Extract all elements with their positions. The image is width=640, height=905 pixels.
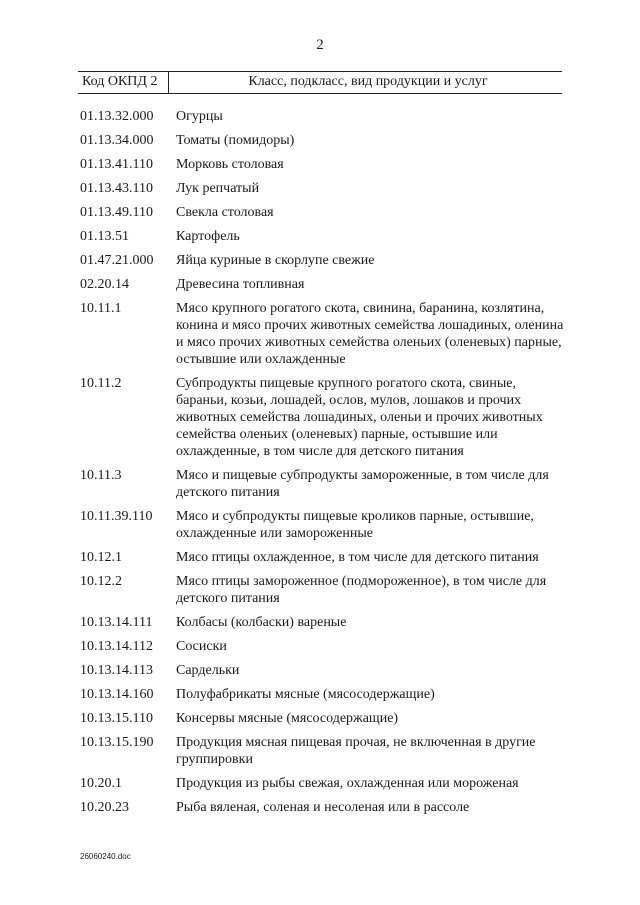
table-row: [80, 180, 566, 197]
table-row: [80, 775, 566, 792]
table-row: [80, 614, 566, 631]
row-name: Картофель: [176, 229, 240, 244]
row-name: Томаты (помидоры): [176, 133, 295, 148]
table-row: [80, 549, 566, 566]
row-name: Полуфабрикаты мясные (мясосодержащие): [176, 687, 435, 702]
row-name: Мясо птицы охлажденное, в том числе для детского питания: [176, 550, 539, 565]
table-row: [80, 276, 566, 293]
row-code: 02.20.14: [80, 277, 129, 292]
table-body: [80, 108, 566, 823]
page-number: 2: [316, 37, 324, 53]
row-code: 10.11.39.110: [80, 509, 153, 524]
table-row: [80, 108, 566, 125]
row-name: Древесина топливная: [176, 277, 305, 292]
row-code: 10.20.23: [80, 800, 129, 815]
table-row: [80, 252, 566, 269]
header-divider: [168, 72, 169, 93]
row-code: 01.13.32.000: [80, 109, 154, 124]
row-name: Рыба вяленая, соленая и несоленая или в рассоле: [176, 800, 470, 815]
table-row: [80, 710, 566, 727]
row-name: Мясо крупного рогатого скота, свинина, баранина, козлятина, конина и мясо прочих животных семейства лошадиных, оленина и мясо прочих животных семейства оленьих (оленевых) парные, остывшие или охлажденные: [176, 301, 564, 367]
table-row: [80, 638, 566, 655]
row-code: 01.13.51: [80, 229, 129, 244]
row-code: 10.11.1: [80, 301, 122, 316]
row-code: 10.13.14.111: [80, 615, 153, 630]
row-code: 10.13.14.112: [80, 639, 153, 654]
row-code: 10.12.2: [80, 574, 122, 589]
row-code: 01.13.49.110: [80, 205, 153, 220]
table-row: [80, 508, 566, 542]
row-name: Продукция из рыбы свежая, охлажденная или мороженая: [176, 776, 519, 791]
row-code: 10.13.14.113: [80, 663, 153, 678]
table-row: [80, 799, 566, 816]
row-code: 01.13.41.110: [80, 157, 153, 172]
row-name: Мясо птицы замороженное (подмороженное), в том числе для детского питания: [176, 574, 547, 606]
row-code: 10.13.15.190: [80, 735, 154, 750]
row-name: Продукция мясная пищевая прочая, не включенная в другие группировки: [176, 735, 536, 767]
row-code: 10.11.2: [80, 376, 122, 391]
header-name: Класс, подкласс, вид продукции и услуг: [248, 74, 488, 89]
table-row: [80, 204, 566, 221]
row-name: Сосиски: [176, 639, 227, 654]
table-header: [78, 71, 562, 94]
table-row: [80, 132, 566, 149]
row-code: 01.13.43.110: [80, 181, 153, 196]
table-row: [80, 662, 566, 679]
row-code: 10.11.3: [80, 468, 122, 483]
row-name: Сардельки: [176, 663, 240, 678]
row-name: Лук репчатый: [176, 181, 260, 196]
table-row: [80, 686, 566, 703]
row-name: Колбасы (колбаски) вареные: [176, 615, 347, 630]
row-name: Яйца куриные в скорлупе свежие: [176, 253, 375, 268]
row-name: Свекла столовая: [176, 205, 274, 220]
row-name: Субпродукты пищевые крупного рогатого скота, свиные, бараньи, козьи, лошадей, ослов, мулов, лошаков и прочих животных семейства лошадиных, оленьи и прочих животных семейства оленьих (оленевых) парные, остывшие или охлажденные, в том числе для детского питания: [176, 376, 543, 459]
table-row: [80, 573, 566, 607]
table-row: [80, 734, 566, 768]
table-row: [80, 156, 566, 173]
table-row: [80, 375, 566, 460]
row-name: Морковь столовая: [176, 157, 284, 172]
row-name: Мясо и субпродукты пищевые кроликов парные, остывшие, охлажденные или замороженные: [176, 509, 534, 541]
table-row: [80, 467, 566, 501]
row-code: 10.13.15.110: [80, 711, 153, 726]
row-name: Мясо и пищевые субпродукты замороженные, в том числе для детского питания: [176, 468, 549, 500]
row-name: Огурцы: [176, 109, 223, 124]
header-code: Код ОКПД 2: [82, 74, 158, 89]
row-name: Консервы мясные (мясосодержащие): [176, 711, 399, 726]
table-row: [80, 228, 566, 245]
row-code: 10.20.1: [80, 776, 122, 791]
row-code: 10.13.14.160: [80, 687, 154, 702]
row-code: 01.47.21.000: [80, 253, 154, 268]
row-code: 01.13.34.000: [80, 133, 154, 148]
table-row: [80, 300, 566, 368]
file-name: 26060240.doc: [80, 852, 131, 861]
row-code: 10.12.1: [80, 550, 122, 565]
